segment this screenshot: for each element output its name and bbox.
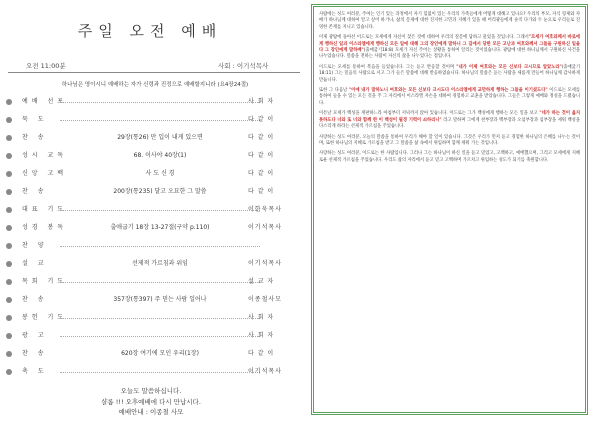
bullet-icon: [6, 189, 12, 195]
order-item-name: 성경 봉독: [22, 224, 68, 231]
bullet-icon: [6, 135, 12, 141]
sermon-paragraph: 이드로는 모세를 통하여 복음을 들었습니다. 그는 듣고 반응할 것이며 "내가 이제 여호와는 모든 신보다 크시므로 알았노라"(출애굽기18:11) 그는 믿음의 사람으로 서고 그가 들은 말씀에 대해 반응하였습니다. 하나님의 말씀은 듣는 사람을 새롭게 만들어 하나님께 감사하게 만듭니다.: [319, 64, 580, 83]
bullet-icon: [6, 207, 12, 213]
footer-line-3: 예배안내 : 이종철 사모: [118, 408, 184, 416]
bullet-icon: [6, 315, 12, 321]
call-to-worship: 하나님은 영이시니 예배하는 자가 신령과 진정으로 예배할지니라 (요4장24절): [61, 82, 249, 88]
order-item-person: 다 같 이: [248, 116, 275, 123]
order-item-person: 다 같 이: [248, 350, 275, 357]
bullet-icon: [6, 297, 12, 303]
order-item-name: 찬 송: [22, 134, 48, 141]
order-row: [0, 347, 302, 361]
order-row: [0, 239, 302, 253]
order-item-title: 선제적 가르침과 위임: [132, 260, 188, 267]
order-item-title: 29장(통26) 만 입이 내게 있으면: [117, 134, 203, 141]
dotted-leader: [60, 120, 260, 121]
order-item-person: 사 회 자: [248, 332, 275, 339]
bullet-icon: [6, 153, 12, 159]
order-item-title: 620장 여기에 모인 우리(1장): [121, 350, 199, 357]
dotted-leader: [60, 282, 260, 283]
order-item-person: 이한욱목사: [248, 206, 282, 213]
order-item-title: 사 도 신 경: [145, 170, 175, 177]
order-row: [0, 221, 302, 235]
bullet-icon: [6, 171, 12, 177]
bullet-icon: [6, 261, 12, 267]
order-item-name: 찬 송: [22, 350, 48, 357]
sermon-paragraph: 사람에는 성도 여러분, 주여는 인기 있는 과정에서 자기 힘없이 있는 우리의 가족들에게 어떻게 대해고 있나요? 우리의 부모, 자식 형제와 자매가 하나님께 대하여 알고 싶어 하거나, 삶의 문제에 대한 진지한 고민과 지혜가 있을 때 어리광들에게 솔직 다가와 두 눈으로 우리들로 진영한 존재를 지니고 있습니다.: [319, 12, 580, 30]
order-item-person: 다 같 이: [248, 134, 275, 141]
bullet-icon: [6, 369, 12, 375]
order-item-name: 성시 교독: [22, 152, 68, 159]
order-row: [0, 185, 302, 199]
order-item-name: 봉헌 기도: [22, 314, 68, 321]
dotted-leader: [60, 246, 260, 247]
order-item-title: 357장(통397) 주 믿는 사람 일어나: [113, 296, 207, 303]
bullet-icon: [6, 225, 12, 231]
order-item-name: 목회 기도: [22, 278, 68, 285]
sermon-paragraph: 이튿날 모세가 백성을 재판하느라 아침부터 저녁까지 앉아 있습니다. 이드로는 그가 백성에게 행하는 모든 일을 보고 "네가 하는 것이 옳지 못하도다 너와 또 너와 함께 한 이 백성이 필경 기력이 쇠하리니" 라고 말하며 그에게 천부장과 백부장과 오십부장과 십부장을 세워 백성을 다스리게 하라는 선제적 가르침을 주었습니다.: [319, 111, 580, 130]
order-row: [0, 275, 302, 289]
order-row: [0, 203, 302, 217]
bullet-icon: [6, 279, 12, 285]
order-item-name: 광 고: [22, 332, 48, 339]
order-row: [0, 293, 302, 307]
page-title: 주일 오전 예배: [77, 22, 223, 40]
dotted-leader: [60, 318, 260, 319]
order-item-person: 다 같 이: [248, 152, 275, 159]
order-item-person: 이종철사모: [248, 296, 282, 303]
order-item-title: 68. 이사야 40장(1): [133, 152, 187, 159]
order-item-name: 찬 송: [22, 188, 48, 195]
order-item-name: 신앙 고백: [22, 170, 68, 177]
order-item-name: 찬 송: [22, 296, 48, 303]
sermon-paragraph: 사랑하는 성도 여러분, 이드로는 한 사람입니다. 그러나 그는 하나님이 하신 일을 듣고 믿었고, 고백하고, 예배했으며, 그리고 모세에게 지혜로운 선제적 가르침을 주었습니다. 우리도 삶의 자리에서 듣고 믿고 고백하며 가르치고 위임하는 성도가 되기를 축원합니다.: [319, 151, 580, 163]
scripture-quote: "내가 이제 여호와는 모든 신보다 크시므로 알았노라": [456, 64, 562, 70]
order-item-name: 예배 선포: [22, 98, 68, 105]
divider: [8, 72, 300, 73]
order-item-name: 찬 양: [22, 242, 48, 249]
dotted-leader: [60, 336, 260, 337]
order-item-title: 출애굽기 18장 13-27절(구약 p.110): [110, 224, 210, 231]
dotted-leader: [60, 372, 260, 373]
sermon-paragraph: 이제 광탐에 돌아선 이드로는 모세에게 자신이 찾은 것에 대하여 우리의 질문에 답하고 물었을 것입니다. 그래서"모세가 여호와께서 바로에게 행하신 일과 이스라엘에게 행하신 모든 일에 대해 그의 장인에게 말하니 그 길에서 당한 모든 고난과 여호와께서 그들을 구원하신 일을 다 그 장인에게 말하매"(출애굽기18:8) 모세가 자신 주어는 상황을 통하여 알리는 것이었습니다. 광탐에 대한 하나님께서 구원하신 사건을 나누었습니다. 말씀을 전하는 사람이 자신의 삶을 나누었다는 점입니다.: [319, 35, 580, 60]
footer-line-1: 오늘도 말씀하십니다.: [120, 387, 182, 395]
order-item-name: 설 교: [22, 260, 48, 267]
sermon-paragraph: 사랑하는 성도 여러분, 오늘의 말씀을 통하여 우리가 해야 할 일이 있습니다. 그것은 우리가 먼저 듣고 경험한 하나님의 은혜를 나누는 것이며, 또한 하나님의 지혜로 가르침을 받고 그 말씀을 삶 속에서 위임하며 함께 세워 가는 것입니다.: [319, 134, 580, 146]
order-row: [0, 167, 302, 181]
order-item-person: 사 회 자: [248, 98, 275, 105]
order-row: [0, 95, 302, 109]
service-time: 오전 11:00분: [26, 62, 66, 70]
bullet-icon: [6, 117, 12, 123]
bullet-icon: [6, 99, 12, 105]
scripture-quote: "네가 하는 것이 옳지 못하도다 너와 또 너와 함께 한 이 백성이 필경 기력이 쇠하리니": [319, 111, 580, 123]
order-row: [0, 113, 302, 127]
footer-line-2: 샬롬 !!! 오후예배에 다시 만납시다.: [101, 398, 201, 406]
officiant: 사회 : 이기석목사: [218, 62, 269, 70]
sermon-panel: [311, 4, 588, 415]
order-item-person: 설 교 자: [248, 278, 275, 285]
sermon-body: [319, 12, 580, 164]
order-item-person: 이기석목사: [248, 224, 282, 231]
order-row: [0, 131, 302, 145]
order-item-person: 이기석목사: [248, 260, 282, 267]
order-row: [0, 329, 302, 343]
scripture-quote: "모세가 여호와께서 바로에게 행하신 일과 이스라엘에게 행하신 모든 일에 대해 그의 장인에게 말하니 그 길에서 당한 모든 고난과 여호와께서 그들을 구원하신 일을 다 그 장인에게 말하매": [319, 35, 580, 54]
bullet-icon: [6, 333, 12, 339]
order-item-person: 다 같 이: [248, 170, 275, 177]
order-item-person: 다 같 이: [248, 188, 275, 195]
dotted-leader: [60, 210, 260, 211]
order-row: [0, 149, 302, 163]
sermon-paragraph: 또한 그 다음날 "이에 내가 말하노니 여호와는 모든 신보다 크시도다 이스라엘에게 교만하게 행하는 그들을 이기셨도다" 이드로는 모세를 통하여 들을 수 있는 모든 것을 주 그 자리에서 이스라엘 자손을 대하여 경험하고 교훈을 받았습니다. 그들은 그렇게 예배와 정성을 드렸습니다.: [319, 88, 580, 106]
order-item-title: 200장(통235) 달고 오묘한 그 말씀: [113, 188, 207, 195]
order-item-name: 대표 기도: [22, 206, 68, 213]
order-item-person: 사 회 자: [248, 314, 275, 321]
bullet-icon: [6, 243, 12, 249]
order-row: [0, 311, 302, 325]
order-item-person: 이기석목사: [248, 368, 282, 375]
order-row: [0, 257, 302, 271]
bullet-icon: [6, 351, 12, 357]
dotted-leader: [60, 102, 260, 103]
order-item-name: 묵 도: [22, 116, 48, 123]
scripture-quote: "이에 내가 말하노니 여호와는 모든 신보다 크시도다 이스라엘에게 교만하게 행하는 그들을 이기셨도다": [348, 88, 548, 94]
order-item-name: 축 도: [22, 368, 48, 375]
order-row: [0, 365, 302, 379]
